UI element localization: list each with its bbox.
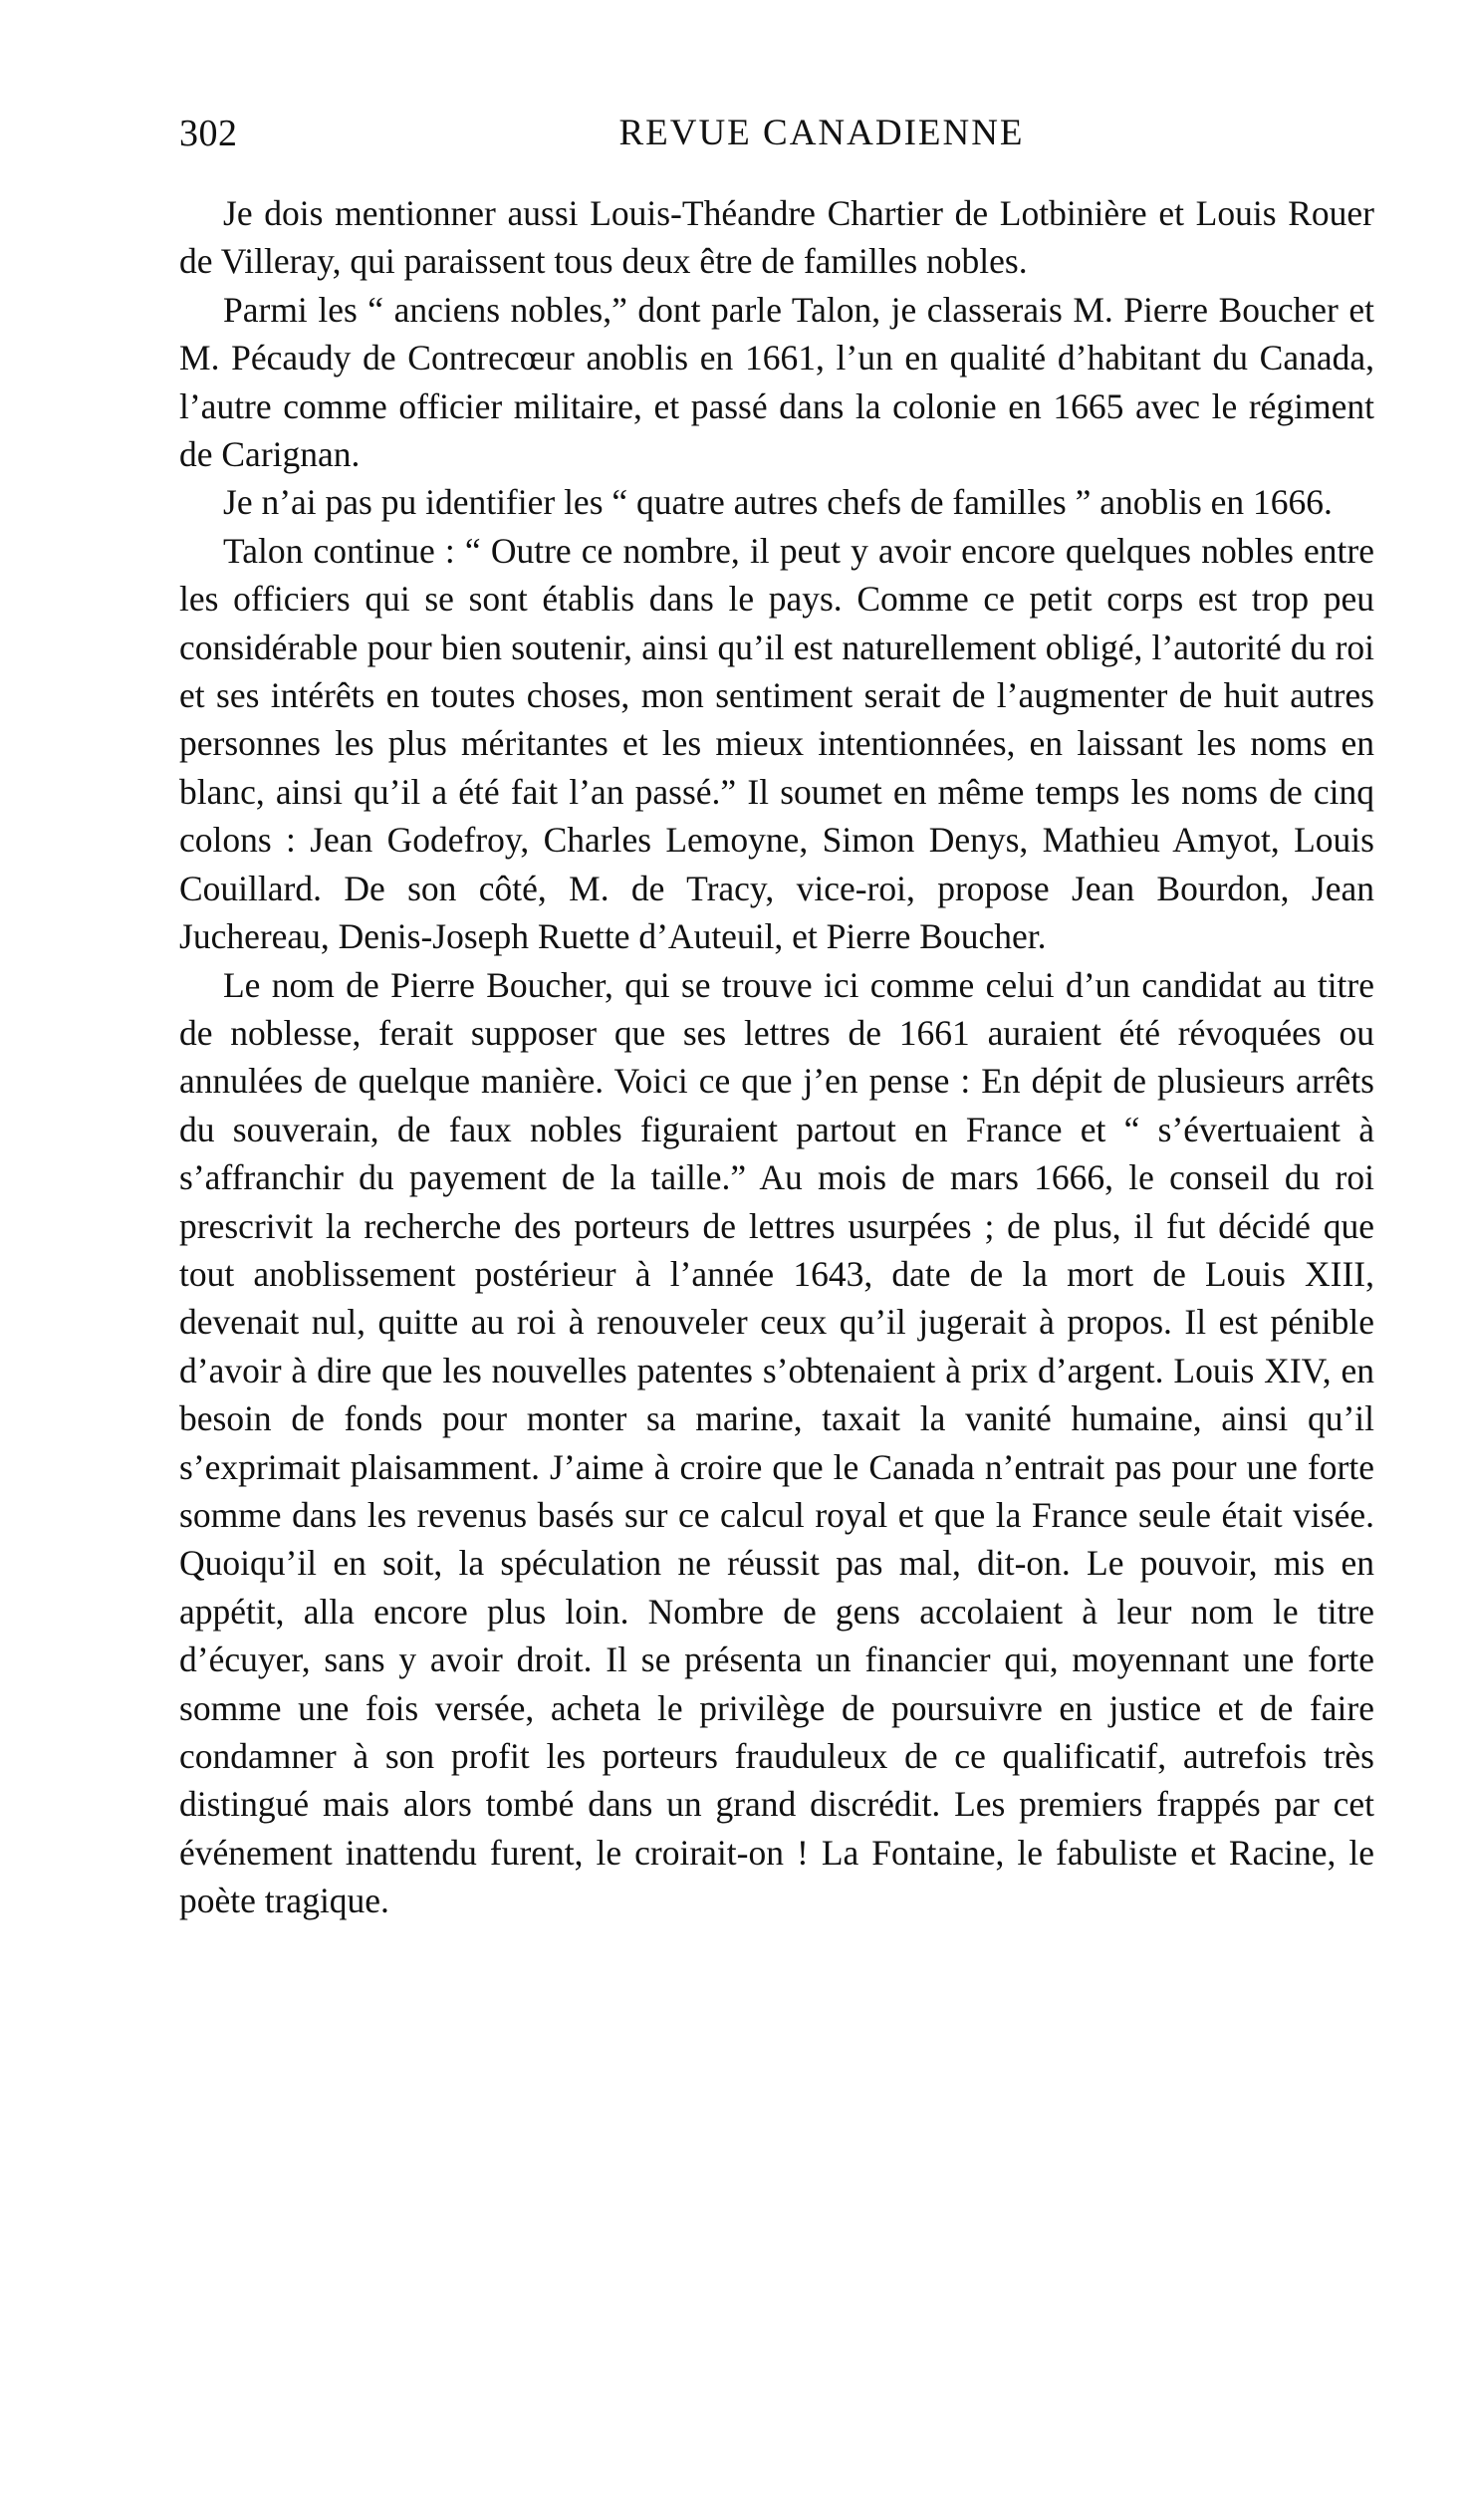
paragraph: Talon continue : “ Outre ce nombre, il peut y avoir encore quelques nobles entre les officiers qui se sont établis dans le pays. Comme ce petit corps est trop peu considérable pour bien soutenir, ainsi qu’il est naturellement obligé, l’autorité du roi et ses intérêts en toutes choses, mon sentiment serait de l’augmenter de huit autres personnes les plus méritantes et les mieux intentionnées, en laissant les noms en blanc, ainsi qu’il a été fait l’an passé.” Il soumet en même temps les noms de cinq colons : Jean Godefroy, Charles Lemoyne, Simon Denys, Mathieu Amyot, Louis Couillard. De son côté, M. de Tracy, vice-roi, propose Jean Bourdon, Jean Juchereau, Denis-Joseph Ruette d’Auteuil, et Pierre Boucher.: [179, 530, 1374, 957]
running-header: [179, 100, 1374, 161]
paragraph: Parmi les “ anciens nobles,” dont parle Talon, je classerais M. Pierre Boucher et M. Pécaudy de Contrecœur anoblis en 1661, l’un en qualité d’habitant du Canada, l’autre comme officier militaire, et passé dans la colonie en 1665 avec le régiment de Carignan.: [179, 289, 1374, 475]
running-title: REVUE CANADIENNE: [618, 113, 1025, 153]
body-text: [179, 189, 1374, 1925]
paragraph: Je n’ai pas pu identifier les “ quatre autres chefs de familles ” anoblis en 1666.: [223, 482, 1333, 523]
paragraph: Je dois mentionner aussi Louis-Théandre Chartier de Lotbinière et Louis Rouer de Villeray, qui paraissent tous deux être de familles nobles.: [179, 193, 1374, 282]
page-number: 302: [179, 113, 238, 154]
book-page: [179, 100, 1374, 2470]
paragraph: Le nom de Pierre Boucher, qui se trouve ici comme celui d’un candidat au titre de noblesse, ferait supposer que ses lettres de 1661 auraient été révoquées ou annulées de quelque manière. Voici ce que j’en pense : En dépit de plusieurs arrêts du souverain, de faux nobles figuraient partout en France et “ s’évertuaient à s’affranchir du payement de la taille.” Au mois de mars 1666, le conseil du roi prescrivit la recherche des porteurs de lettres usurpées ; de plus, il fut décidé que tout anoblissement postérieur à l’année 1643, date de la mort de Louis XIII, devenait nul, quitte au roi à renouveler ceux qu’il jugerait à propos. Il est pénible d’avoir à dire que les nouvelles patentes s’obtenaient à prix d’argent. Louis XIV, en besoin de fonds pour monter sa marine, taxait la vanité humaine, ainsi qu’il s’exprimait plaisamment. J’aime à croire que le Canada n’entrait pas pour une forte somme dans les revenus basés sur ce calcul royal et que la France seule était visée. Quoiqu’il en soit, la spéculation ne réussit pas mal, dit-on. Le pouvoir, mis en appétit, alla encore plus loin. Nombre de gens accolaient à leur nom le titre d’écuyer, sans y avoir droit. Il se présenta un financier qui, moyennant une forte somme une fois versée, acheta le privilège de poursuivre en justice et de faire condamner à son profit les porteurs frauduleux de ce qualificatif, autrefois très distingué mais alors tombé dans un grand discrédit. Les premiers frappés par cet événement inattendu furent, le croirait-on ! La Fontaine, le fabuliste et Racine, le poète tragique.: [179, 964, 1374, 1921]
